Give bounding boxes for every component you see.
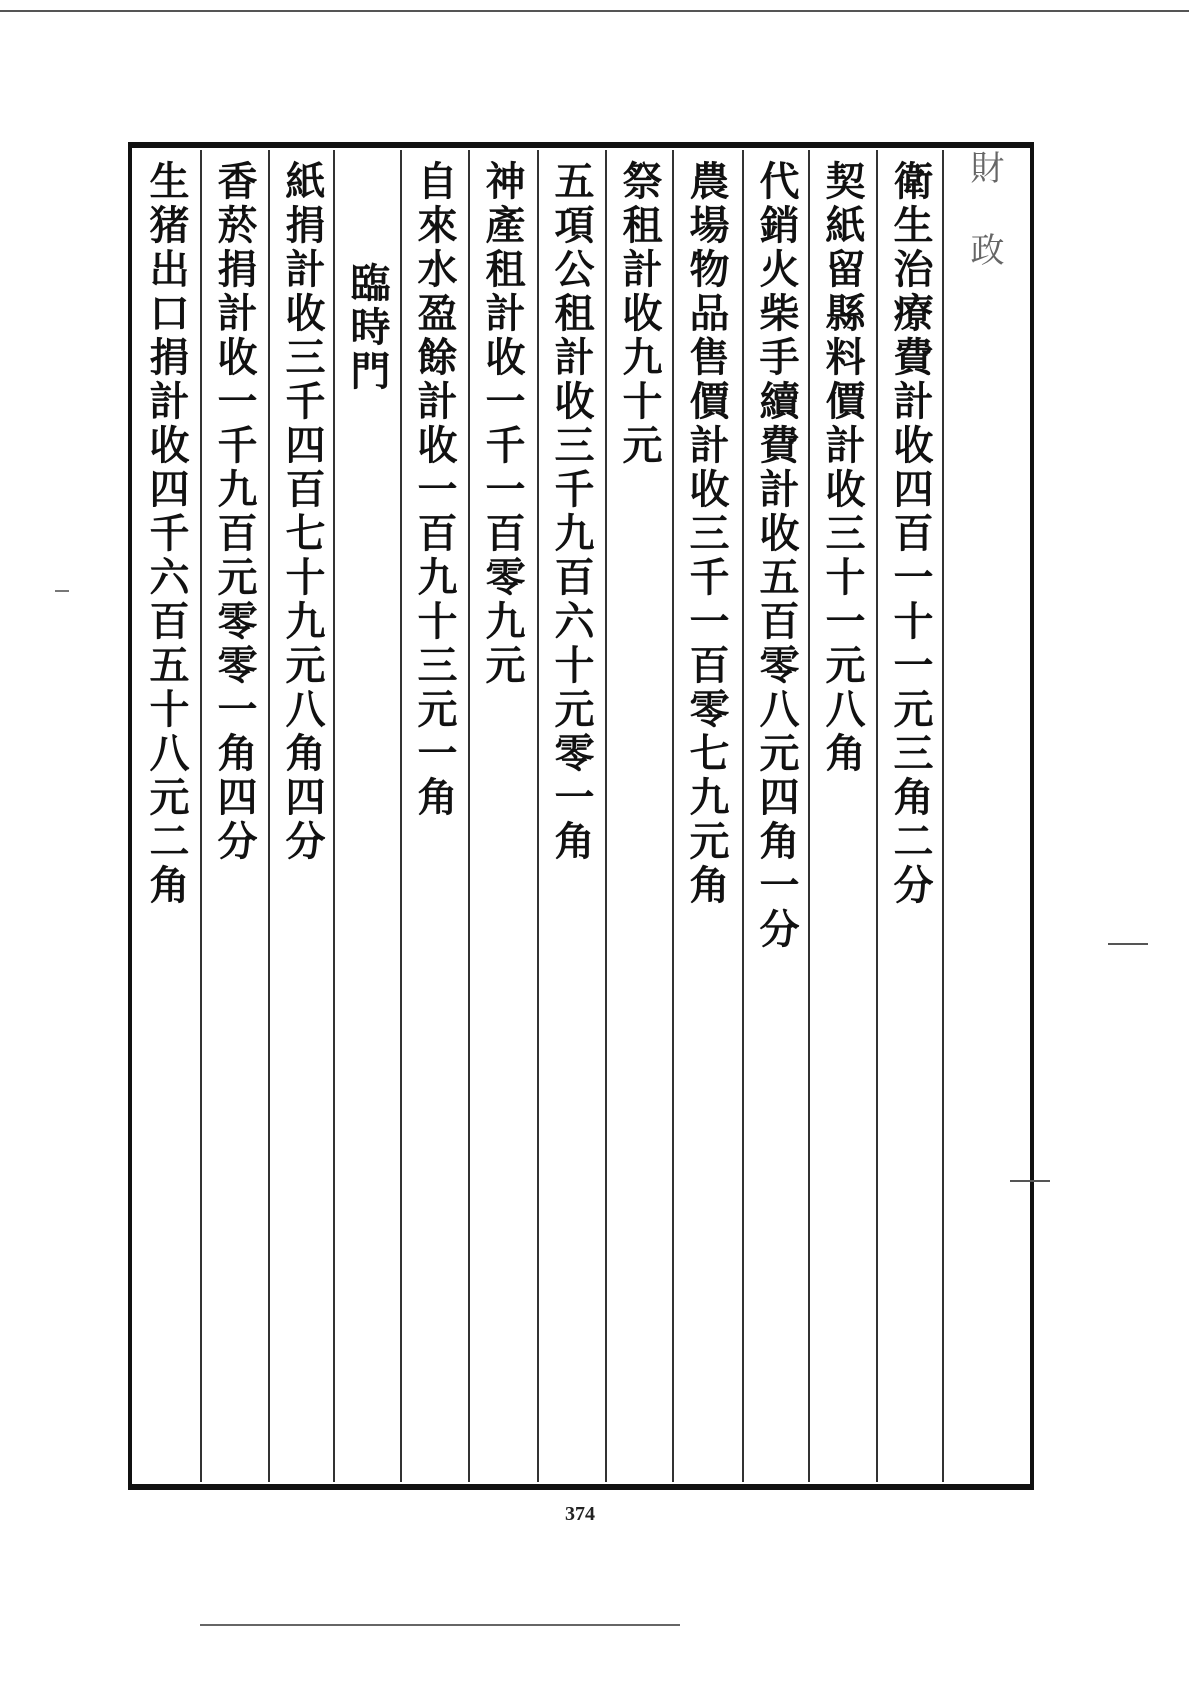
text-column-5: 祭租計收九十元: [616, 160, 663, 468]
column-rule: [537, 150, 539, 1482]
column-rule: [468, 150, 470, 1482]
column-rule: [742, 150, 744, 1482]
column-rule: [876, 150, 878, 1482]
text-column-8: 自來水盈餘計收一百九十三元一角: [411, 160, 458, 820]
text-column-7: 神產租計收一千一百零九元: [479, 160, 526, 688]
text-column-2: 契紙留縣料價計收三十一元八角: [819, 160, 866, 776]
scan-artifact-mark: [1108, 943, 1148, 945]
text-column-6: 五項公租計收三千九百六十元零一角: [548, 160, 595, 864]
text-column-4: 農場物品售價計收三千一百零七九元角: [683, 160, 730, 908]
text-column-12: 生猪出口捐計收四千六百五十八元二角: [143, 160, 190, 908]
text-column-10: 紙捐計收三千四百七十九元八角四分: [279, 160, 326, 864]
column-rule: [808, 150, 810, 1482]
page-number: 374: [565, 1503, 595, 1525]
scan-artifact-mark: [1010, 1180, 1050, 1182]
text-column-1: 衛生治療費計收四百一十一元三角二分: [887, 160, 934, 908]
top-border-line: [0, 10, 1189, 12]
section-heading: 臨時門: [344, 262, 391, 394]
column-rule: [605, 150, 607, 1482]
frame-right-rule: [1030, 142, 1034, 1490]
text-column-11: 香菸捐計收一千九百元零零一角四分: [211, 160, 258, 864]
column-rule: [268, 150, 270, 1482]
frame-left-rule: [128, 142, 132, 1490]
column-rule: [333, 150, 335, 1482]
column-rule: [200, 150, 202, 1482]
scan-artifact-line: [200, 1624, 680, 1626]
column-rule: [672, 150, 674, 1482]
column-rule: [400, 150, 402, 1482]
scan-artifact-mark: [55, 590, 69, 592]
column-rule: [942, 150, 944, 1482]
text-column-3: 代銷火柴手續費計收五百零八元四角一分: [753, 160, 800, 952]
running-header: 財 政: [964, 150, 1004, 270]
